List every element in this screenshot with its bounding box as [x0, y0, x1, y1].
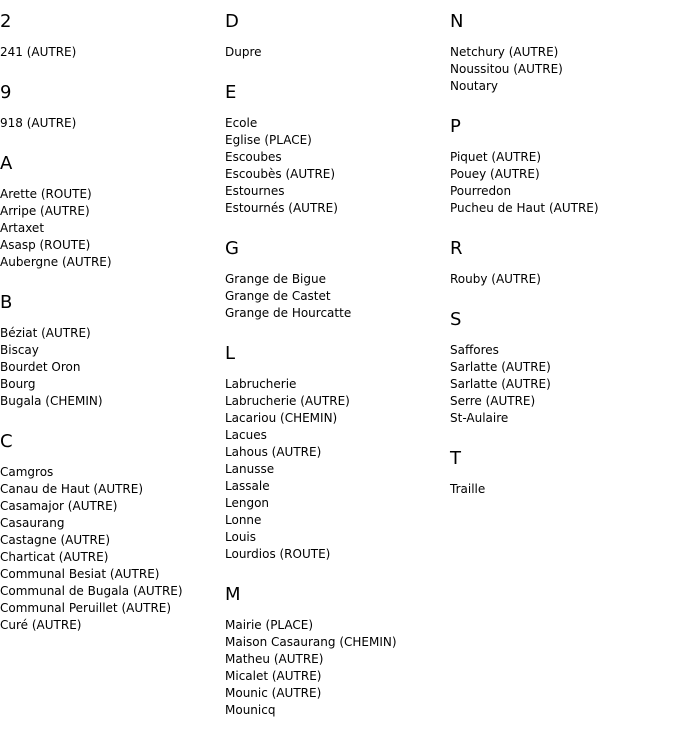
section-e: [225, 83, 445, 217]
street-item[interactable]: Noussitou (AUTRE): [450, 62, 563, 76]
street-list: [450, 149, 670, 217]
index-column-2: [225, 12, 445, 719]
street-item[interactable]: Grange de Castet: [225, 289, 331, 303]
section-a: [0, 154, 220, 271]
street-item[interactable]: Communal Peruillet (AUTRE): [0, 601, 172, 615]
section-letter: D: [225, 11, 239, 32]
section-letter: A: [0, 153, 13, 174]
street-item[interactable]: Mounic (AUTRE): [225, 686, 322, 700]
street-list: [0, 44, 220, 61]
street-item[interactable]: Sarlatte (AUTRE): [450, 360, 551, 374]
street-item[interactable]: Ecole: [225, 116, 258, 130]
street-item[interactable]: Rouby (AUTRE): [450, 272, 541, 286]
street-item[interactable]: Piquet (AUTRE): [450, 150, 542, 164]
section-d: [225, 12, 445, 61]
street-item[interactable]: St-Aulaire: [450, 411, 509, 425]
street-item[interactable]: Labrucherie (AUTRE): [225, 394, 350, 408]
street-list: [450, 271, 670, 288]
section-letter: T: [450, 448, 461, 469]
street-item[interactable]: Maison Casaurang (CHEMIN): [225, 635, 397, 649]
street-list: [225, 617, 445, 719]
street-item[interactable]: Pucheu de Haut (AUTRE): [450, 201, 599, 215]
section-letter: B: [0, 292, 13, 313]
street-item[interactable]: Escoubes: [225, 150, 282, 164]
street-item[interactable]: Micalet (AUTRE): [225, 669, 322, 683]
street-item[interactable]: Lanusse: [225, 462, 275, 476]
street-item[interactable]: Asasp (ROUTE): [0, 238, 91, 252]
section-p: [450, 117, 670, 217]
street-item[interactable]: Lahous (AUTRE): [225, 445, 322, 459]
street-item[interactable]: Arripe (AUTRE): [0, 204, 90, 218]
street-item[interactable]: Lassale: [225, 479, 270, 493]
section-g: [225, 239, 445, 322]
street-item[interactable]: Mairie (PLACE): [225, 618, 314, 632]
street-item[interactable]: Bugala (CHEMIN): [0, 394, 103, 408]
street-item[interactable]: Canau de Haut (AUTRE): [0, 482, 144, 496]
street-item[interactable]: Louis: [225, 530, 257, 544]
street-item[interactable]: Eglise (PLACE): [225, 133, 312, 147]
section-letter: 2: [0, 11, 12, 32]
street-item[interactable]: Lacariou (CHEMIN): [225, 411, 338, 425]
street-item[interactable]: Lourdios (ROUTE): [225, 547, 331, 561]
street-item[interactable]: Estournes: [225, 184, 285, 198]
street-item[interactable]: Grange de Bigue: [225, 272, 326, 286]
section-letter: P: [450, 116, 461, 137]
street-item[interactable]: Labrucherie: [225, 377, 297, 391]
section-letter: N: [450, 11, 464, 32]
section-9: [0, 83, 220, 132]
street-item[interactable]: Communal Besiat (AUTRE): [0, 567, 160, 581]
street-list: [0, 464, 220, 634]
street-item[interactable]: Dupre: [225, 45, 262, 59]
section-letter: G: [225, 238, 239, 259]
street-item[interactable]: Biscay: [0, 343, 39, 357]
street-item[interactable]: Communal de Bugala (AUTRE): [0, 584, 183, 598]
street-item[interactable]: Matheu (AUTRE): [225, 652, 324, 666]
street-item[interactable]: Noutary: [450, 79, 499, 93]
street-list: [0, 115, 220, 132]
street-list: [450, 342, 670, 427]
section-letter: 9: [0, 82, 12, 103]
street-item[interactable]: Lonne: [225, 513, 262, 527]
street-item[interactable]: Camgros: [0, 465, 54, 479]
street-item[interactable]: Traille: [450, 482, 486, 496]
street-item[interactable]: Bourg: [0, 377, 36, 391]
street-item[interactable]: Casaurang: [0, 516, 65, 530]
street-item[interactable]: Escoubès (AUTRE): [225, 167, 336, 181]
section-c: [0, 432, 220, 634]
section-s: [450, 310, 670, 427]
street-item[interactable]: Mounicq: [225, 703, 276, 717]
section-letter: R: [450, 238, 463, 259]
section-b: [0, 293, 220, 410]
index-column-1: [0, 12, 220, 634]
street-item[interactable]: Castagne (AUTRE): [0, 533, 111, 547]
street-list: [225, 44, 445, 61]
street-item[interactable]: Casamajor (AUTRE): [0, 499, 118, 513]
street-item[interactable]: Pourredon: [450, 184, 512, 198]
street-item[interactable]: Artaxet: [0, 221, 45, 235]
street-item[interactable]: Saffores: [450, 343, 499, 357]
street-item[interactable]: Grange de Hourcatte: [225, 306, 352, 320]
section-letter: C: [0, 431, 13, 452]
street-list: [225, 271, 445, 322]
section-2: [0, 12, 220, 61]
street-item[interactable]: Lengon: [225, 496, 270, 510]
street-item[interactable]: 241 (AUTRE): [0, 45, 77, 59]
street-item[interactable]: Curé (AUTRE): [0, 618, 82, 632]
street-item[interactable]: Estournés (AUTRE): [225, 201, 338, 215]
street-item[interactable]: Lacues: [225, 428, 267, 442]
section-letter: S: [450, 309, 462, 330]
street-item[interactable]: Béziat (AUTRE): [0, 326, 91, 340]
section-m: [225, 585, 445, 719]
street-list: [225, 376, 445, 563]
section-letter: M: [225, 584, 241, 605]
street-item[interactable]: 918 (AUTRE): [0, 116, 77, 130]
street-item[interactable]: Aubergne (AUTRE): [0, 255, 112, 269]
street-list: [450, 44, 670, 95]
street-item[interactable]: Sarlatte (AUTRE): [450, 377, 551, 391]
street-list: [450, 481, 670, 498]
section-l: [225, 344, 445, 563]
section-letter: E: [225, 82, 237, 103]
section-t: [450, 449, 670, 498]
street-item[interactable]: Bourdet Oron: [0, 360, 81, 374]
street-list: [0, 325, 220, 410]
street-item[interactable]: Arette (ROUTE): [0, 187, 92, 201]
street-list: [0, 186, 220, 271]
street-item[interactable]: Netchury (AUTRE): [450, 45, 559, 59]
street-item[interactable]: Charticat (AUTRE): [0, 550, 109, 564]
street-list: [225, 115, 445, 217]
street-item[interactable]: Serre (AUTRE): [450, 394, 536, 408]
section-r: [450, 239, 670, 288]
section-n: [450, 12, 670, 95]
section-letter: L: [225, 343, 236, 364]
street-item[interactable]: Pouey (AUTRE): [450, 167, 540, 181]
index-column-3: [450, 12, 670, 498]
